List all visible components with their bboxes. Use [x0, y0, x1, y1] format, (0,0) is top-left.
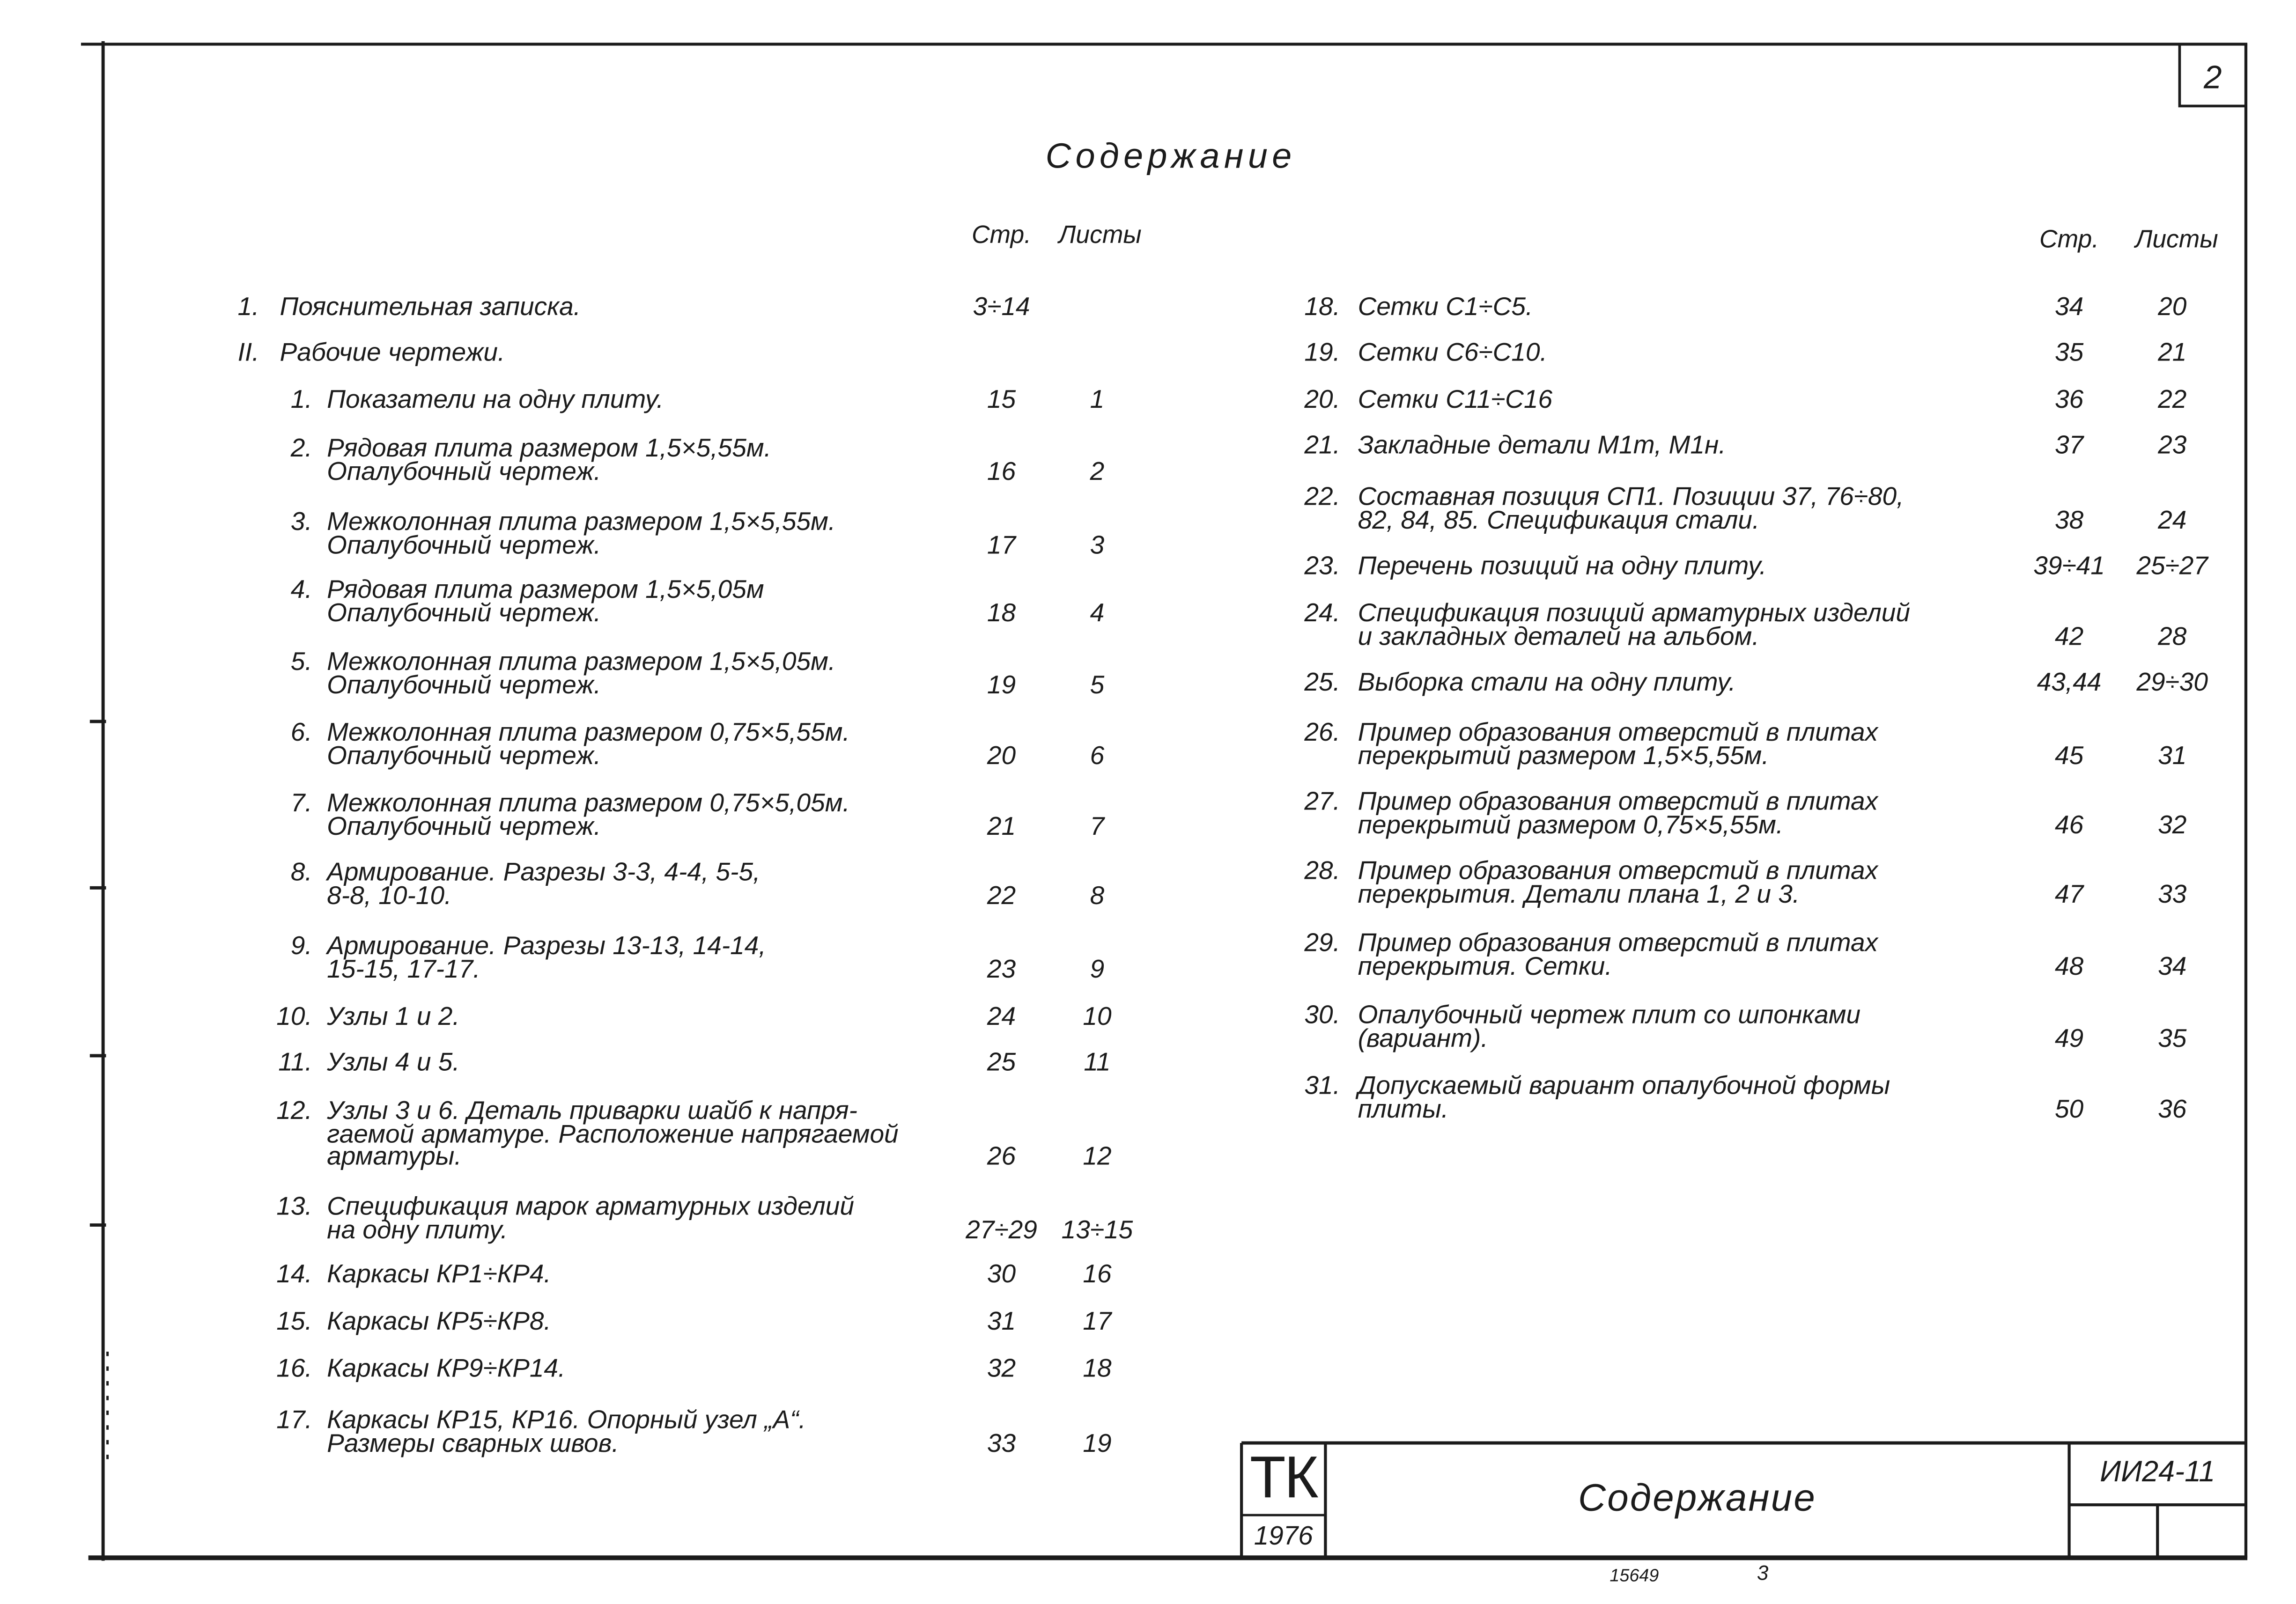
item-text: Перечень позиций на одну плиту. [1358, 551, 1767, 581]
item-sheet: 3 [1090, 529, 1105, 559]
item-number: 11. [278, 1047, 312, 1076]
item-page: 39÷41 [2033, 551, 2105, 581]
item-text: Опалубочный чертеж. [327, 597, 601, 627]
item-number: 20. [1304, 384, 1340, 414]
item-page: 27÷29 [966, 1214, 1037, 1243]
title-block-year: 1976 [1254, 1521, 1313, 1551]
item-text: Опалубочный чертеж. [327, 456, 601, 486]
item-number: 30. [1304, 1000, 1340, 1030]
item-number: 9. [290, 930, 312, 960]
toc-item [0, 1000, 2296, 1052]
item-number: 29. [1304, 927, 1340, 957]
item-sheet: 28 [2158, 620, 2187, 650]
item-number: 19. [1304, 337, 1340, 367]
footer-number: 15649 [1609, 1565, 1659, 1586]
item-number: 28. [1304, 855, 1340, 885]
item-text: Размеры сварных швов. [327, 1427, 619, 1457]
item-sheet: 20 [2158, 291, 2187, 321]
item-sheet: 9 [1090, 953, 1105, 983]
item-text: плиты. [1358, 1093, 1449, 1123]
item-number: 23. [1304, 551, 1340, 581]
item-sheet: 29÷30 [2136, 667, 2208, 697]
item-text: Узлы 1 и 2. [327, 1001, 460, 1031]
item-page: 42 [2054, 620, 2084, 650]
item-text: Каркасы КР15, КР16. Опорный узел „А“. [327, 1405, 806, 1435]
toc-item [0, 291, 2296, 321]
item-number: 13. [276, 1191, 312, 1221]
item-text: Рядовая плита размером 1,5×5,05м [327, 574, 764, 604]
item-page: 35 [2054, 337, 2084, 367]
item-text: перекрытия. Сетки. [1358, 950, 1612, 980]
item-page: 47 [2054, 878, 2084, 908]
item-text: Опалубочный чертеж. [327, 740, 601, 770]
item-page: 18 [987, 597, 1016, 627]
title-block-organization: ТК [1249, 1446, 1317, 1511]
item-sheet: 19 [1083, 1427, 1112, 1457]
item-number: 3. [290, 506, 312, 536]
toc-item [0, 384, 2296, 414]
item-text: Межколонная плита размером 0,75×5,05м. [327, 787, 850, 817]
item-number: 25. [1304, 667, 1340, 697]
item-number: 8. [290, 857, 312, 887]
item-text: Узлы 3 и 6. Деталь приварки шайб к напря- [327, 1095, 857, 1125]
item-text: Опалубочный чертеж. [327, 529, 601, 559]
item-page: 38 [2054, 504, 2084, 534]
item-text: Пример образования отверстий в плитах [1358, 927, 1878, 957]
item-sheet: 22 [2158, 384, 2187, 414]
item-number: 16. [276, 1353, 312, 1383]
toc-item [0, 667, 2296, 699]
item-text: Рабочие чертежи. [280, 337, 505, 367]
title-block-code: ИИ24-11 [2100, 1456, 2215, 1489]
item-text: перекрытий размером 0,75×5,55м. [1358, 809, 1784, 839]
toc-item [0, 1353, 2296, 1383]
item-page: 36 [2054, 384, 2084, 414]
page-title: Содержание [1045, 137, 1296, 177]
item-number: 26. [1304, 717, 1340, 747]
item-sheet: 24 [2158, 504, 2187, 534]
item-sheet: 21 [2158, 337, 2187, 367]
item-page: 26 [987, 1141, 1016, 1171]
item-sheet: 34 [2158, 950, 2187, 980]
item-text: Армирование. Разрезы 3-3, 4-4, 5-5, [327, 857, 760, 887]
item-page: 25 [987, 1047, 1016, 1076]
item-sheet: 13÷15 [1061, 1214, 1133, 1243]
item-page: 32 [987, 1353, 1016, 1383]
item-sheet: 25÷27 [2136, 551, 2208, 581]
item-text: на одну плиту. [327, 1214, 508, 1243]
item-text: Каркасы КР1÷КР4. [327, 1258, 551, 1288]
item-sheet: 11 [1084, 1047, 1111, 1076]
item-text: перекрытия. Детали плана 1, 2 и 3. [1358, 878, 1800, 908]
item-text: Сетки С1÷С5. [1358, 291, 1533, 321]
item-text: Каркасы КР5÷КР8. [327, 1306, 551, 1336]
item-text: Сетки С6÷С10. [1358, 337, 1547, 367]
item-page: 49 [2054, 1023, 2084, 1052]
item-page: 33 [987, 1427, 1016, 1457]
item-text: Пример образования отверстий в плитах [1358, 786, 1878, 816]
item-text: 8-8, 10-10. [327, 880, 452, 909]
toc-item [0, 1258, 2296, 1288]
item-page: 3÷14 [973, 291, 1030, 321]
item-text: Каркасы КР9÷КР14. [327, 1353, 566, 1383]
item-sheet: 4 [1090, 597, 1105, 627]
item-sheet: 6 [1090, 740, 1105, 770]
item-sheet: 33 [2158, 878, 2187, 908]
item-number: II. [237, 337, 259, 367]
item-text: Показатели на одну плиту. [327, 384, 664, 414]
toc-item [0, 1047, 2296, 1076]
item-text: 15-15, 17-17. [327, 953, 480, 983]
item-page: 23 [987, 953, 1016, 983]
item-page: 43,44 [2037, 667, 2102, 697]
item-sheet: 35 [2158, 1023, 2187, 1052]
item-number: 7. [290, 787, 312, 817]
header-left-sheets: Листы [1058, 221, 1142, 249]
item-page: 30 [987, 1258, 1016, 1288]
item-page: 34 [2054, 291, 2084, 321]
item-sheet: 16 [1083, 1258, 1112, 1288]
item-text: перекрытий размером 1,5×5,55м. [1358, 740, 1769, 770]
item-page: 16 [987, 456, 1016, 486]
item-page: 50 [2054, 1093, 2084, 1123]
item-text: Составная позиция СП1. Позиции 37, 76÷80, [1358, 481, 1904, 511]
item-sheet: 1 [1090, 384, 1105, 414]
item-page: 37 [2054, 430, 2084, 460]
item-number: 5. [290, 646, 312, 676]
item-sheet: 8 [1090, 880, 1105, 909]
page-number: 2 [2203, 59, 2222, 96]
item-text: Армирование. Разрезы 13-13, 14-14, [327, 930, 766, 960]
item-text: Межколонная плита размером 1,5×5,55м. [327, 506, 836, 536]
item-sheet: 32 [2158, 809, 2187, 839]
item-number: 6. [290, 717, 312, 747]
item-number: 17. [276, 1405, 312, 1435]
item-page: 20 [987, 740, 1016, 770]
toc-item [0, 1405, 2296, 1457]
item-sheet: 12 [1083, 1141, 1112, 1171]
item-sheet: 18 [1083, 1353, 1112, 1383]
item-page: 48 [2054, 950, 2084, 980]
item-text: Опалубочный чертеж. [327, 810, 601, 840]
item-text: Допускаемый вариант опалубочной формы [1358, 1070, 1890, 1100]
item-number: 18. [1304, 291, 1340, 321]
item-sheet: 7 [1090, 810, 1105, 840]
item-page: 22 [987, 880, 1016, 909]
item-text: 82, 84, 85. Спецификация стали. [1358, 504, 1760, 534]
item-number: 21. [1304, 430, 1340, 460]
item-sheet: 2 [1090, 456, 1105, 486]
item-text: Выборка стали на одну плиту. [1358, 667, 1736, 697]
item-sheet: 10 [1083, 1001, 1112, 1031]
item-page: 46 [2054, 809, 2084, 839]
title-block-sheet-name: Содержание [1578, 1475, 1816, 1520]
header-right-sheets: Листы [2135, 225, 2218, 253]
item-number: 31. [1304, 1070, 1340, 1100]
header-left-page: Стр. [971, 221, 1032, 249]
item-text: Спецификация позиций арматурных изделий [1358, 597, 1911, 627]
item-text: (вариант). [1358, 1023, 1488, 1052]
item-page: 15 [987, 384, 1016, 414]
item-text: Рядовая плита размером 1,5×5,55м. [327, 433, 771, 463]
item-text: и закладных деталей на альбом. [1358, 620, 1759, 650]
item-number: 1. [237, 291, 259, 321]
item-number: 12. [276, 1095, 312, 1125]
item-text: Пояснительная записка. [280, 291, 581, 321]
item-number: 27. [1304, 786, 1340, 816]
item-page: 24 [987, 1001, 1016, 1031]
item-page: 19 [987, 669, 1016, 699]
item-number: 24. [1304, 597, 1340, 627]
item-text: Пример образования отверстий в плитах [1358, 855, 1878, 885]
item-text: Опалубочный чертеж плит со шпонками [1358, 1000, 1861, 1030]
item-sheet: 17 [1083, 1306, 1112, 1336]
item-number: 22. [1304, 481, 1340, 511]
item-sheet: 36 [2158, 1093, 2187, 1123]
item-sheet: 5 [1090, 669, 1105, 699]
toc-item [0, 430, 2296, 463]
item-page: 21 [987, 810, 1016, 840]
item-text: Межколонная плита размером 0,75×5,55м. [327, 717, 850, 747]
item-text: Пример образования отверстий в плитах [1358, 717, 1878, 747]
item-text: Спецификация марок арматурных изделий [327, 1191, 854, 1221]
item-sheet: 31 [2158, 740, 2187, 770]
item-page: 31 [987, 1306, 1016, 1336]
item-number: 15. [276, 1306, 312, 1336]
item-text: Опалубочный чертеж. [327, 669, 601, 699]
item-number: 14. [276, 1258, 312, 1288]
toc-item [0, 337, 2296, 367]
item-text: Закладные детали М1т, М1н. [1358, 430, 1726, 460]
item-text: Узлы 4 и 5. [327, 1047, 460, 1076]
item-page: 45 [2054, 740, 2084, 770]
item-page: 17 [987, 529, 1016, 559]
item-number: 4. [290, 574, 312, 604]
footer-mark: 3 [1757, 1560, 1769, 1584]
item-number: 1. [290, 384, 312, 414]
item-text: арматуры. [327, 1141, 462, 1171]
toc-item [0, 551, 2296, 581]
item-text: Сетки С11÷С16 [1358, 384, 1553, 414]
header-right-page: Стр. [2039, 225, 2099, 253]
item-number: 10. [276, 1001, 312, 1031]
toc-item [0, 1306, 2296, 1336]
toc-item [0, 597, 2296, 650]
item-number: 2. [290, 433, 312, 463]
item-text: Межколонная плита размером 1,5×5,05м. [327, 646, 836, 676]
item-sheet: 23 [2158, 430, 2187, 460]
item-text: гаемой арматуре. Расположение напрягаемой [327, 1118, 899, 1148]
toc-item [0, 1191, 2296, 1243]
